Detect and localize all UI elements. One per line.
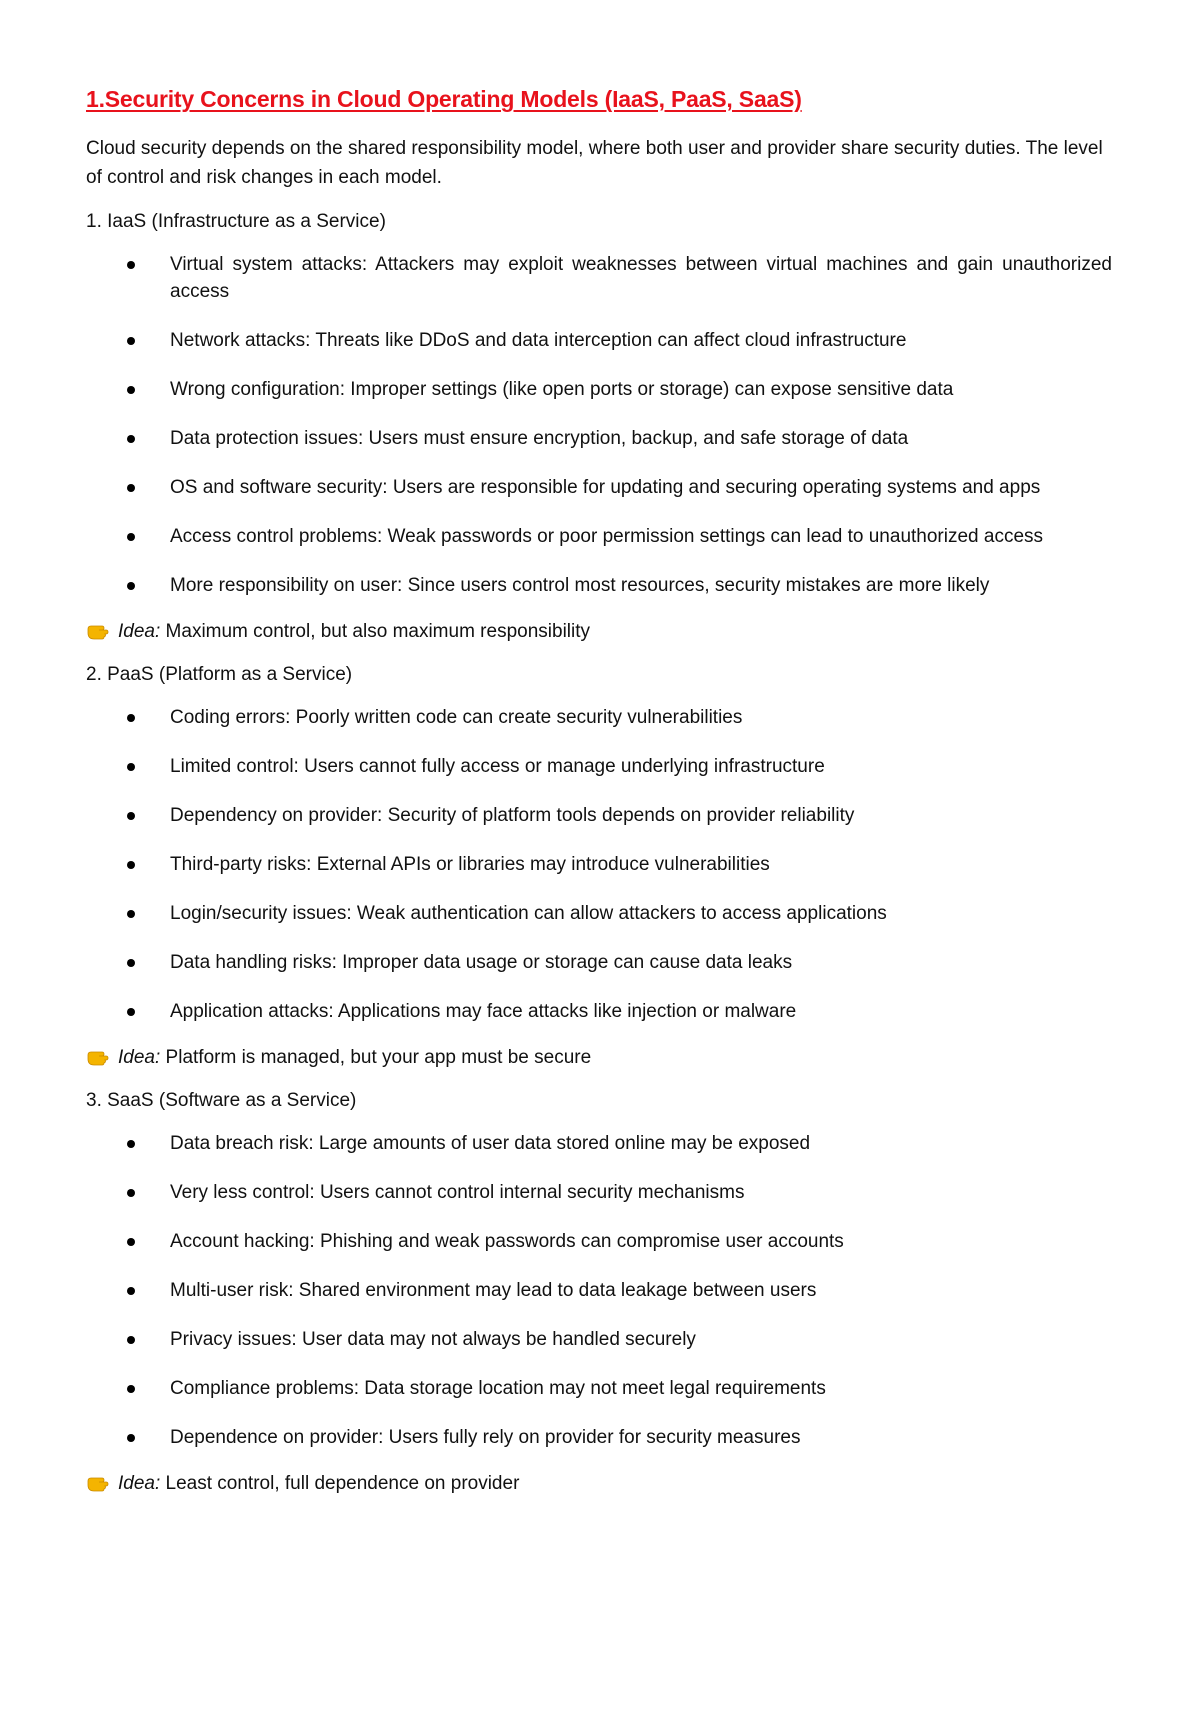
bullet-dot-icon bbox=[127, 959, 135, 967]
idea-label: Idea: bbox=[118, 1473, 161, 1494]
item-term: Very less control: bbox=[170, 1182, 315, 1203]
bullet-dot-icon bbox=[127, 1287, 135, 1295]
bullet-dot-icon bbox=[127, 1385, 135, 1393]
bullet-dot-icon bbox=[127, 261, 135, 269]
item-text: Users must ensure encryption, backup, and safe storage of data bbox=[363, 428, 909, 449]
idea-text: Platform is managed, but your app must be secure bbox=[160, 1047, 592, 1068]
list-item bbox=[86, 1130, 1112, 1157]
bullet-dot-icon bbox=[127, 1336, 135, 1344]
item-text: Attackers may exploit weaknesses between virtual machines and gain unauthorized access bbox=[170, 254, 1112, 302]
item-term: Virtual system attacks: bbox=[170, 254, 368, 275]
bullet-dot-icon bbox=[127, 1008, 135, 1016]
bullet-dot-icon bbox=[127, 763, 135, 771]
item-term: Limited control: bbox=[170, 756, 299, 777]
pointing-hand-icon bbox=[86, 1046, 112, 1066]
bullet-list bbox=[86, 251, 1112, 599]
item-term: Login/security issues: bbox=[170, 903, 352, 924]
idea-label: Idea: bbox=[118, 1047, 161, 1068]
bullet-list bbox=[86, 704, 1112, 1025]
item-term: Compliance problems: bbox=[170, 1378, 360, 1399]
bullet-dot-icon bbox=[127, 386, 135, 394]
idea-text: Least control, full dependence on provider bbox=[160, 1473, 520, 1494]
list-item bbox=[86, 327, 1112, 354]
sections-container bbox=[86, 209, 1112, 1497]
item-term: Account hacking: bbox=[170, 1231, 315, 1252]
list-item bbox=[86, 251, 1112, 305]
item-term: Network attacks: bbox=[170, 330, 311, 351]
item-term: More responsibility on user: bbox=[170, 575, 403, 596]
item-term: Data breach risk: bbox=[170, 1133, 314, 1154]
bullet-dot-icon bbox=[127, 1140, 135, 1148]
list-item bbox=[86, 376, 1112, 403]
item-term: Dependency on provider: bbox=[170, 805, 383, 826]
document-page bbox=[86, 84, 1112, 1514]
list-item bbox=[86, 851, 1112, 878]
item-text: Threats like DDoS and data interception can affect cloud infrastructure bbox=[310, 330, 907, 351]
item-term: Application attacks: bbox=[170, 1001, 334, 1022]
bullet-dot-icon bbox=[127, 582, 135, 590]
bullet-dot-icon bbox=[127, 714, 135, 722]
item-text: Weak authentication can allow attackers to access applications bbox=[351, 903, 887, 924]
pointing-hand-icon bbox=[86, 620, 112, 640]
list-item bbox=[86, 1179, 1112, 1206]
bullet-dot-icon bbox=[127, 861, 135, 869]
document-title: 1.Security Concerns in Cloud Operating Models (IaaS, PaaS, SaaS) bbox=[86, 86, 802, 112]
item-text: Weak passwords or poor permission settings can lead to unauthorized access bbox=[382, 526, 1044, 547]
item-text: Poorly written code can create security vulnerabilities bbox=[290, 707, 743, 728]
bullet-dot-icon bbox=[127, 484, 135, 492]
item-term: Data protection issues: bbox=[170, 428, 364, 449]
idea-note bbox=[86, 1045, 1112, 1071]
item-term: Data handling risks: bbox=[170, 952, 337, 973]
idea-text: Maximum control, but also maximum responsibility bbox=[160, 621, 591, 642]
bullet-dot-icon bbox=[127, 1189, 135, 1197]
list-item bbox=[86, 1424, 1112, 1451]
list-item bbox=[86, 802, 1112, 829]
list-item bbox=[86, 523, 1112, 550]
item-text: Data storage location may not meet legal requirements bbox=[359, 1378, 826, 1399]
item-text: Improper settings (like open ports or storage) can expose sensitive data bbox=[344, 379, 954, 400]
idea-note bbox=[86, 619, 1112, 645]
item-text: Improper data usage or storage can cause data leaks bbox=[336, 952, 793, 973]
item-term: OS and software security: bbox=[170, 477, 388, 498]
bullet-dot-icon bbox=[127, 812, 135, 820]
list-item bbox=[86, 474, 1112, 501]
item-term: Wrong configuration: bbox=[170, 379, 345, 400]
list-item bbox=[86, 753, 1112, 780]
item-text: Applications may face attacks like injection or malware bbox=[333, 1001, 797, 1022]
list-item bbox=[86, 425, 1112, 452]
item-text: Since users control most resources, security mistakes are more likely bbox=[402, 575, 990, 596]
item-term: Access control problems: bbox=[170, 526, 383, 547]
section-heading: 1. IaaS (Infrastructure as a Service) bbox=[86, 211, 386, 232]
bullet-dot-icon bbox=[127, 435, 135, 443]
bullet-dot-icon bbox=[127, 1238, 135, 1246]
list-item bbox=[86, 998, 1112, 1025]
pointing-hand-icon bbox=[86, 1472, 112, 1492]
item-term: Multi-user risk: bbox=[170, 1280, 294, 1301]
list-item bbox=[86, 1375, 1112, 1402]
intro-paragraph: Cloud security depends on the shared responsibility model, where both user and provider share security duties. The level of control and risk changes in each model. bbox=[86, 138, 1103, 188]
item-text: Large amounts of user data stored online may be exposed bbox=[313, 1133, 811, 1154]
item-term: Third-party risks: bbox=[170, 854, 312, 875]
item-text: Users cannot fully access or manage underlying infrastructure bbox=[298, 756, 825, 777]
list-item bbox=[86, 900, 1112, 927]
list-item bbox=[86, 1228, 1112, 1255]
section-heading: 3. SaaS (Software as a Service) bbox=[86, 1090, 357, 1111]
list-item bbox=[86, 949, 1112, 976]
bullet-list bbox=[86, 1130, 1112, 1451]
item-text: Phishing and weak passwords can compromise user accounts bbox=[314, 1231, 844, 1252]
idea-note bbox=[86, 1471, 1112, 1497]
bullet-dot-icon bbox=[127, 910, 135, 918]
item-text: Users fully rely on provider for security measures bbox=[383, 1427, 801, 1448]
item-text: Shared environment may lead to data leakage between users bbox=[293, 1280, 817, 1301]
item-text: Security of platform tools depends on provider reliability bbox=[382, 805, 855, 826]
bullet-dot-icon bbox=[127, 1434, 135, 1442]
item-term: Coding errors: bbox=[170, 707, 291, 728]
idea-label: Idea: bbox=[118, 621, 161, 642]
item-text: User data may not always be handled securely bbox=[296, 1329, 696, 1350]
item-term: Dependence on provider: bbox=[170, 1427, 384, 1448]
list-item bbox=[86, 1326, 1112, 1353]
bullet-dot-icon bbox=[127, 337, 135, 345]
bullet-dot-icon bbox=[127, 533, 135, 541]
list-item bbox=[86, 1277, 1112, 1304]
list-item bbox=[86, 572, 1112, 599]
section-heading: 2. PaaS (Platform as a Service) bbox=[86, 664, 353, 685]
item-text: Users are responsible for updating and securing operating systems and apps bbox=[387, 477, 1041, 498]
item-term: Privacy issues: bbox=[170, 1329, 297, 1350]
item-text: External APIs or libraries may introduce vulnerabilities bbox=[311, 854, 770, 875]
item-text: Users cannot control internal security mechanisms bbox=[314, 1182, 745, 1203]
list-item bbox=[86, 704, 1112, 731]
